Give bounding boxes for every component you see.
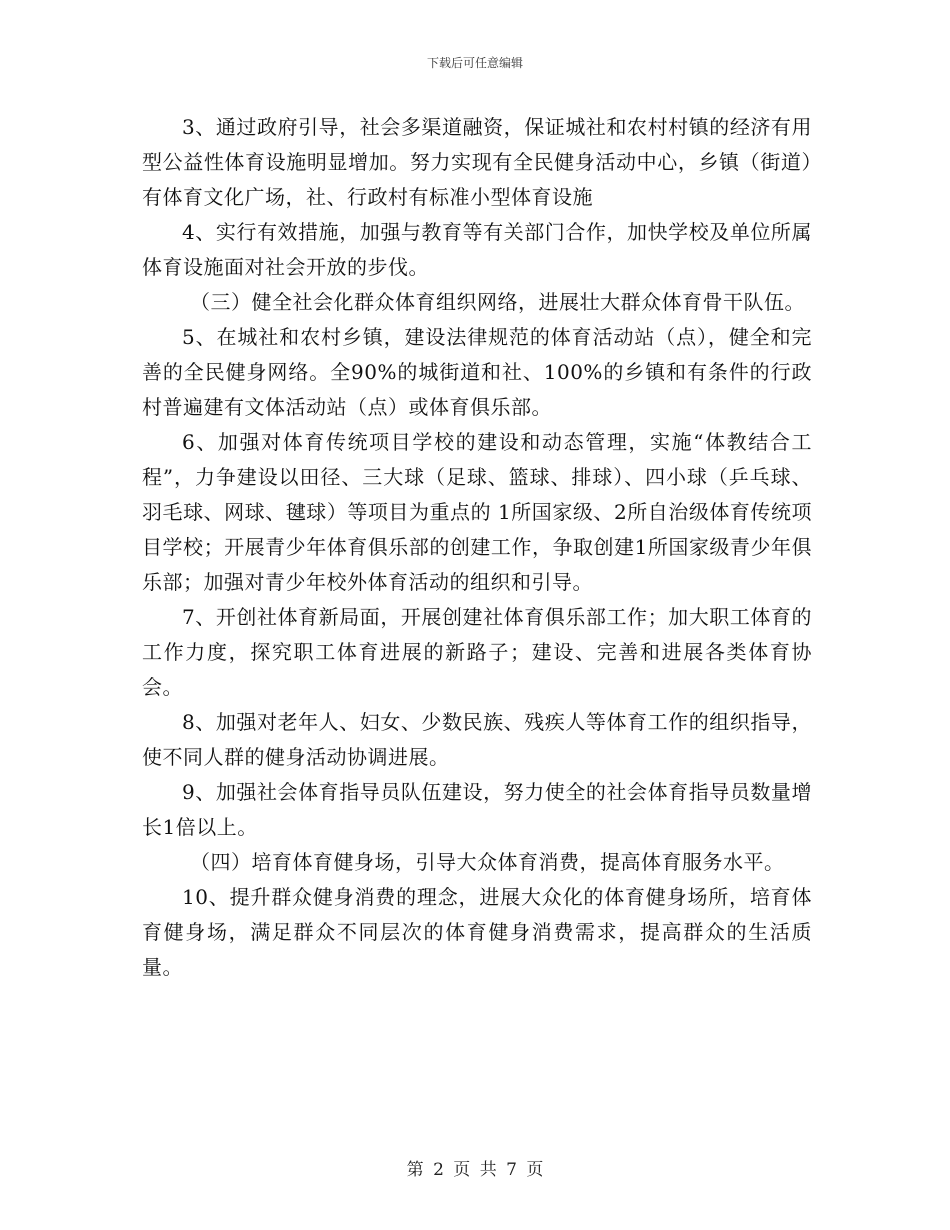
paragraph-item-9: 9、加强社会体育指导员队伍建设，努力使全的社会体育指导员数量增长1倍以上。 xyxy=(142,780,812,839)
paragraph-item-6: 6、加强对体育传统项目学校的建设和动态管理，实施“体教结合工程”，力争建设以田径、三大球（足球、篮球、排球）、四小球（乒乓球、羽毛球、网球、毽球）等项目为重点的 1所国家级、2所自治级体育传统项目学校；开展青少年体育俱乐部的创建工作，争取创建1所国家级青少年俱乐部；加强对青少年校外体育活动的组织和引导。 xyxy=(142,430,812,594)
document-body xyxy=(142,110,812,985)
paragraph-item-8: 8、加强对老年人、妇女、少数民族、残疾人等体育工作的组织指导，使不同人群的健身活动协调进展。 xyxy=(142,710,812,769)
paragraph-item-7: 7、开创社体育新局面，开展创建社体育俱乐部工作；加大职工体育的工作力度，探究职工体育进展的新路子；建设、完善和进展各类体育协会。 xyxy=(142,605,812,699)
section-heading-3: （三）健全社会化群众体育组织网络，进展壮大群众体育骨干队伍。 xyxy=(190,290,805,314)
paragraph-item-5: 5、在城社和农村乡镇，建设法律规范的体育活动站（点），健全和完善的全民健身网络。全90%的城街道和社、100%的乡镇和有条件的行政村普遍建有文体活动站（点）或体育俱乐部。 xyxy=(142,325,812,419)
page-footer: 第 2 页 共 7 页 xyxy=(406,1160,544,1180)
page-header: 下载后可任意编辑 xyxy=(426,56,523,70)
section-heading-4: （四）培育体育健身场，引导大众体育消费，提高体育服务水平。 xyxy=(190,850,785,874)
paragraph-item-3: 3、通过政府引导，社会多渠道融资，保证城社和农村村镇的经济有用型公益性体育设施明显增加。努力实现有全民健身活动中心，乡镇（街道）有体育文化广场，社、行政村有标准小型体育设施 xyxy=(142,115,812,209)
paragraph-item-10: 10、提升群众健身消费的理念，进展大众化的体育健身场所，培育体育健身场，满足群众不同层次的体育健身消费需求，提高群众的生活质量。 xyxy=(142,885,812,979)
paragraph-item-4: 4、实行有效措施，加强与教育等有关部门合作，加快学校及单位所属体育设施面对社会开放的步伐。 xyxy=(142,220,812,279)
